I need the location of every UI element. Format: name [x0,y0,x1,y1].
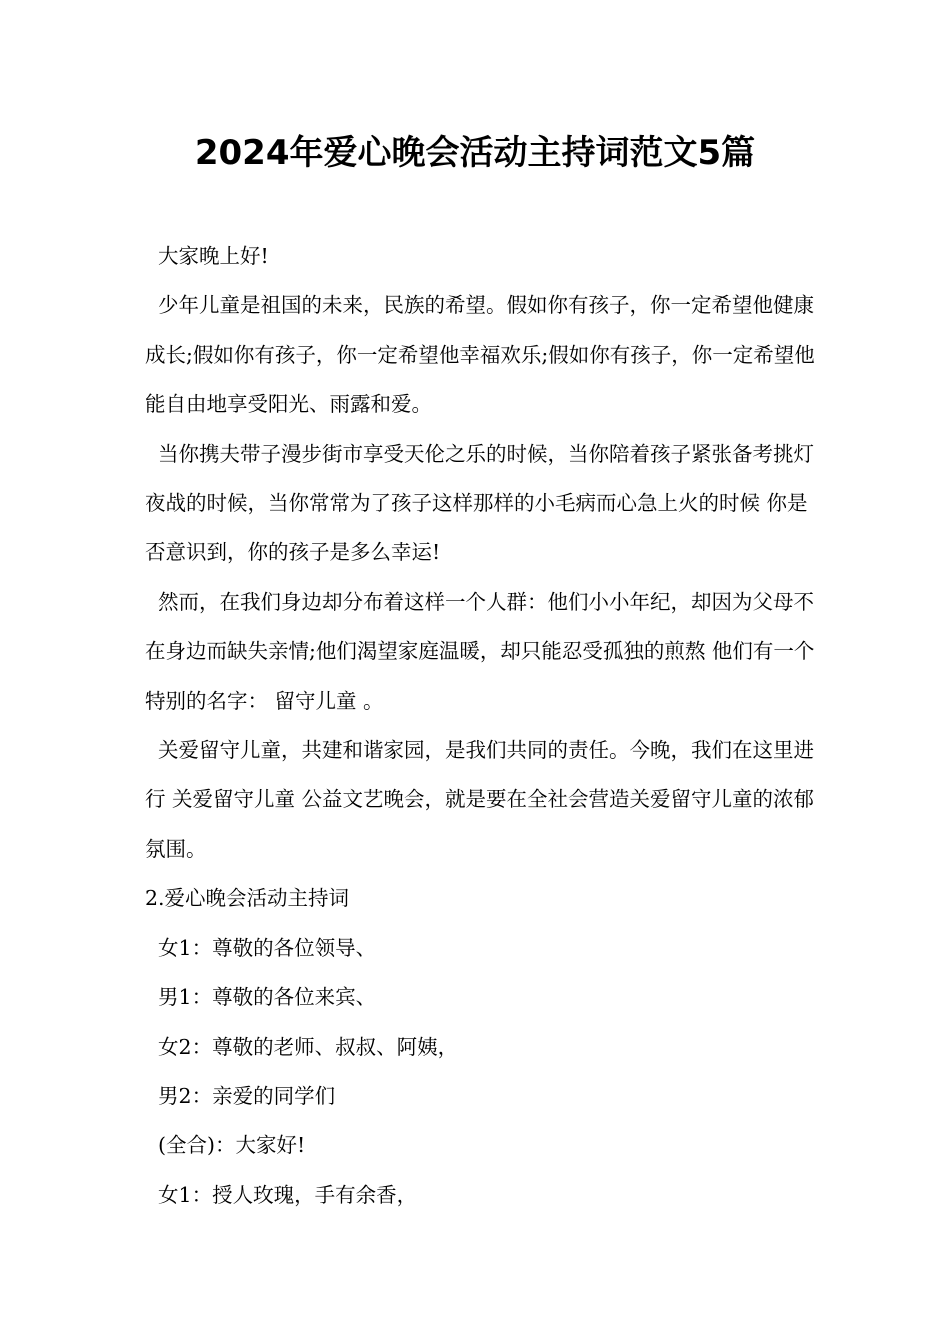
script-line: 男2：亲爱的同学们 [145,1083,336,1108]
section-heading-2: 2.爱心晚会活动主持词 [145,886,350,911]
paragraph-greeting: 大家晚上好! [145,244,269,268]
paragraph-children-future: 少年儿童是祖国的未来，民族的希望。假如你有孩子，你一定希望他健康成长;假如你有孩子，你一定希望他幸福欢乐;假如你有孩子，你一定希望他能自由地享受阳光、雨露和爱。 [145,293,815,417]
script-line: (全合)：大家好! [145,1133,306,1158]
document-title: 2024年爱心晚会活动主持词范文5篇 [194,133,756,173]
script-line: 男1：尊敬的各位来宾、 [145,985,377,1010]
script-line: 女1：尊敬的各位领导、 [145,935,377,960]
document-body [145,232,815,1220]
paragraph-shared-responsibility: 关爱留守儿童，共建和谐家园，是我们共同的责任。今晚，我们在这里进行 关爱留守儿童 公益文艺晚会，就是要在全社会营造关爱留守儿童的浓郁氛围。 [145,738,815,861]
script-line: 女2：尊敬的老师、叔叔、阿姨， [145,1034,459,1059]
paragraph-your-child-lucky: 当你携夫带子漫步街市享受天伦之乐的时候，当你陪着孩子紧张备考挑灯夜战的时候，当你常常为了孩子这样那样的小毛病而心急上火的时候 你是否意识到，你的孩子是多么幸运! [145,441,815,565]
script-line: 女1：授人玫瑰，手有余香， [145,1182,418,1207]
paragraph-left-behind-children: 然而，在我们身边却分布着这样一个人群：他们小小年纪，却因为父母不在身边而缺失亲情;他们渴望家庭温暖，却只能忍受孤独的煎熬 他们有一个特别的名字： 留守儿童 。 [145,589,815,713]
